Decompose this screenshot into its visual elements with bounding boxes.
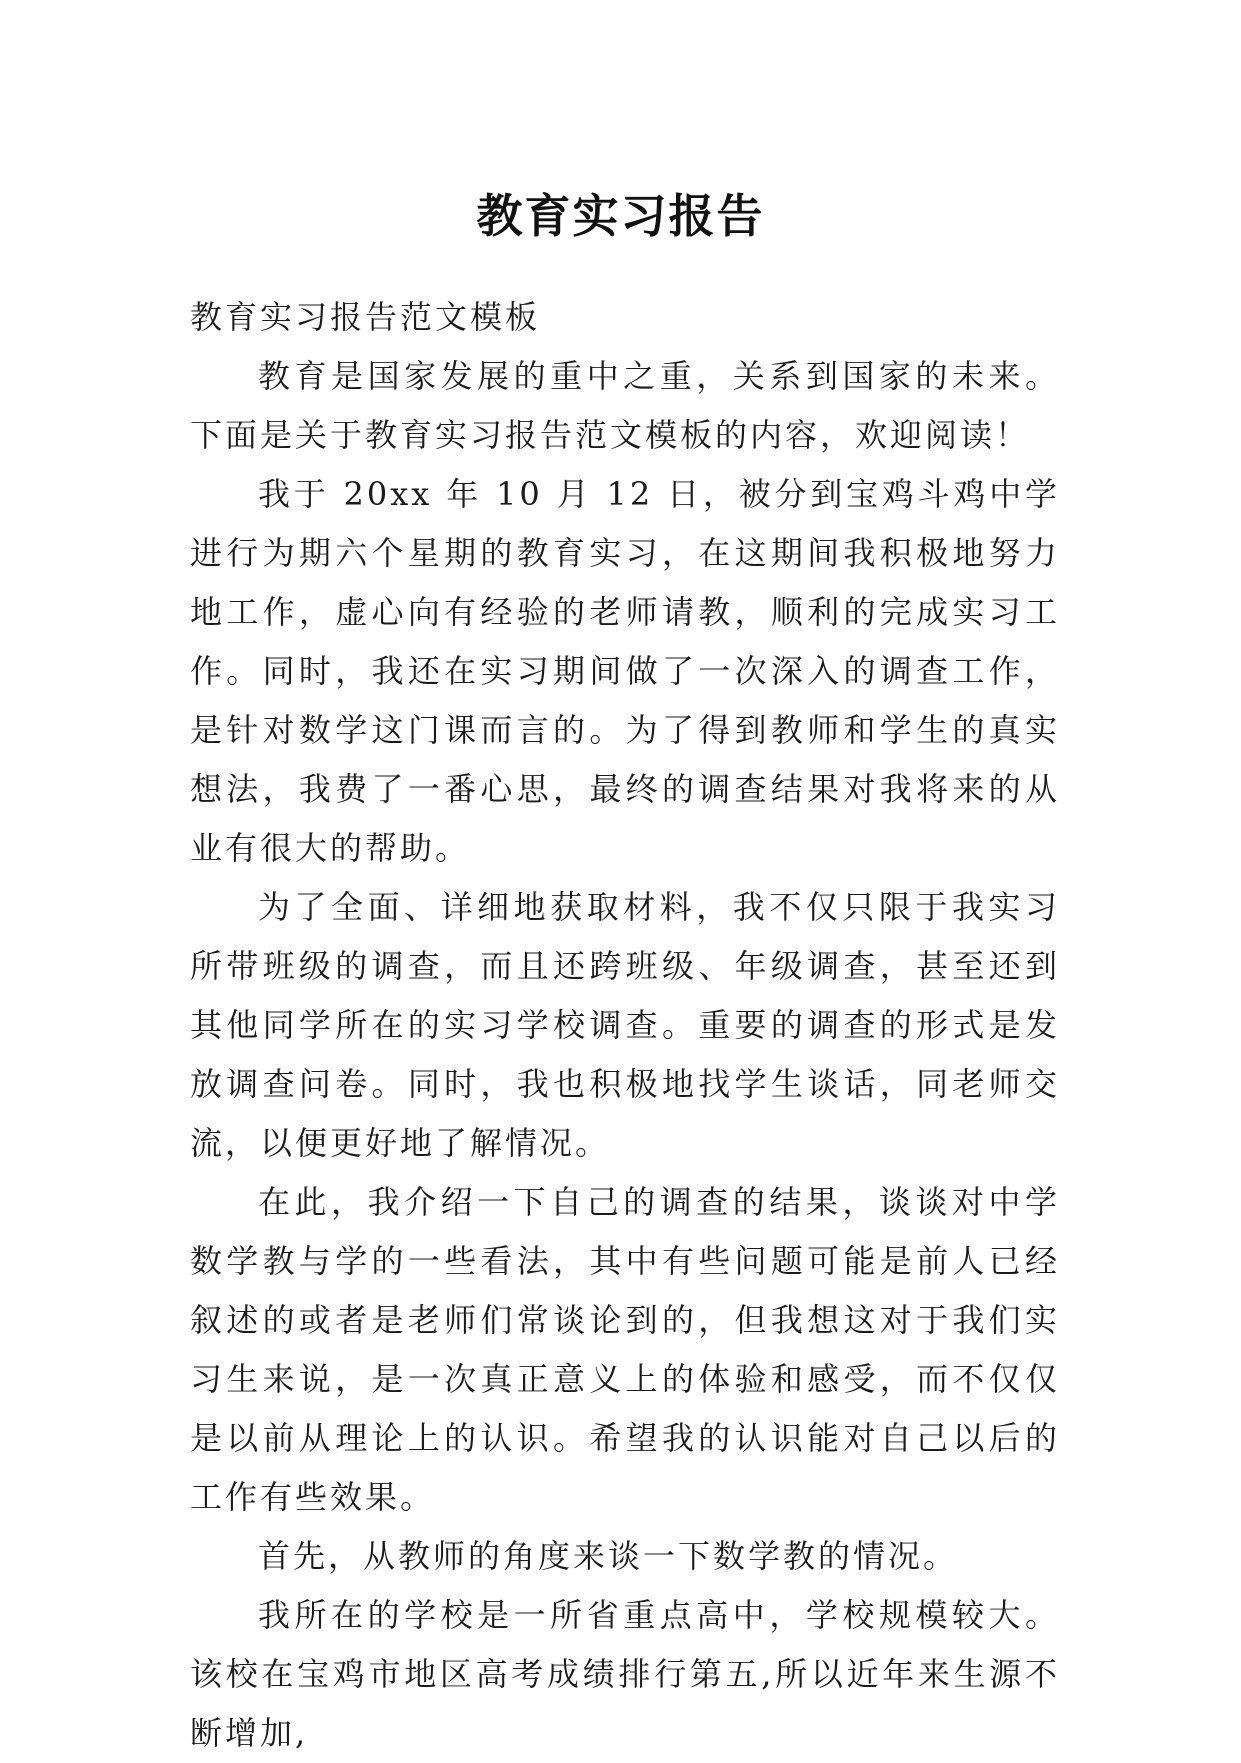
document-title: 教育实习报告 <box>476 188 765 243</box>
document-body <box>190 288 1060 1763</box>
paragraph-subtitle: 教育实习报告范文模板 <box>190 298 541 336</box>
paragraph: 我所在的学校是一所省重点高中，学校规模较大。该校在宝鸡市地区高考成绩排行第五,所以近年来生源不断增加, <box>190 1596 1060 1752</box>
paragraph: 教育是国家发展的重中之重，关系到国家的未来。下面是关于教育实习报告范文模板的内容，欢迎阅读！ <box>190 357 1060 454</box>
paragraph: 我于 20xx 年 10 月 12 日，被分到宝鸡斗鸡中学进行为期六个星期的教育实习，在这期间我积极地努力地工作，虚心向有经验的老师请教，顺利的完成实习工 作。同时，我还在实习期间做了一次深入的调查工作，是针对数学这门课而言的。为了得到教师和学生的真实想法，我费了一番心思，最终的调查结果对我将来的从 业有很大的帮助。 <box>190 475 1060 867</box>
paragraph: 为了全面、详细地获取材料，我不仅只限于我实习所带班级的调查，而且还跨班级、年级调查，甚至还到其他同学所在的实习学校调查。重要的调查的形式是发放调查问卷。同时，我也积极地找学生谈话，同老师交流，以便更好地了解情况。 <box>190 888 1060 1162</box>
paragraph: 在此，我介绍一下自己的调查的结果，谈谈对中学数学教与学的一些看法，其中有些问题可能是前人已经叙述的或者是老师们常谈论到的，但我想这对于我们实习生来说，是一次真正意义上的体验和感受，而不仅仅是以前从理论上的认识。希望我的认识能对自己以后的工作有些效果。 <box>190 1183 1060 1516</box>
paragraph: 首先，从教师的角度来谈一下数学教的情况。 <box>258 1537 959 1575</box>
